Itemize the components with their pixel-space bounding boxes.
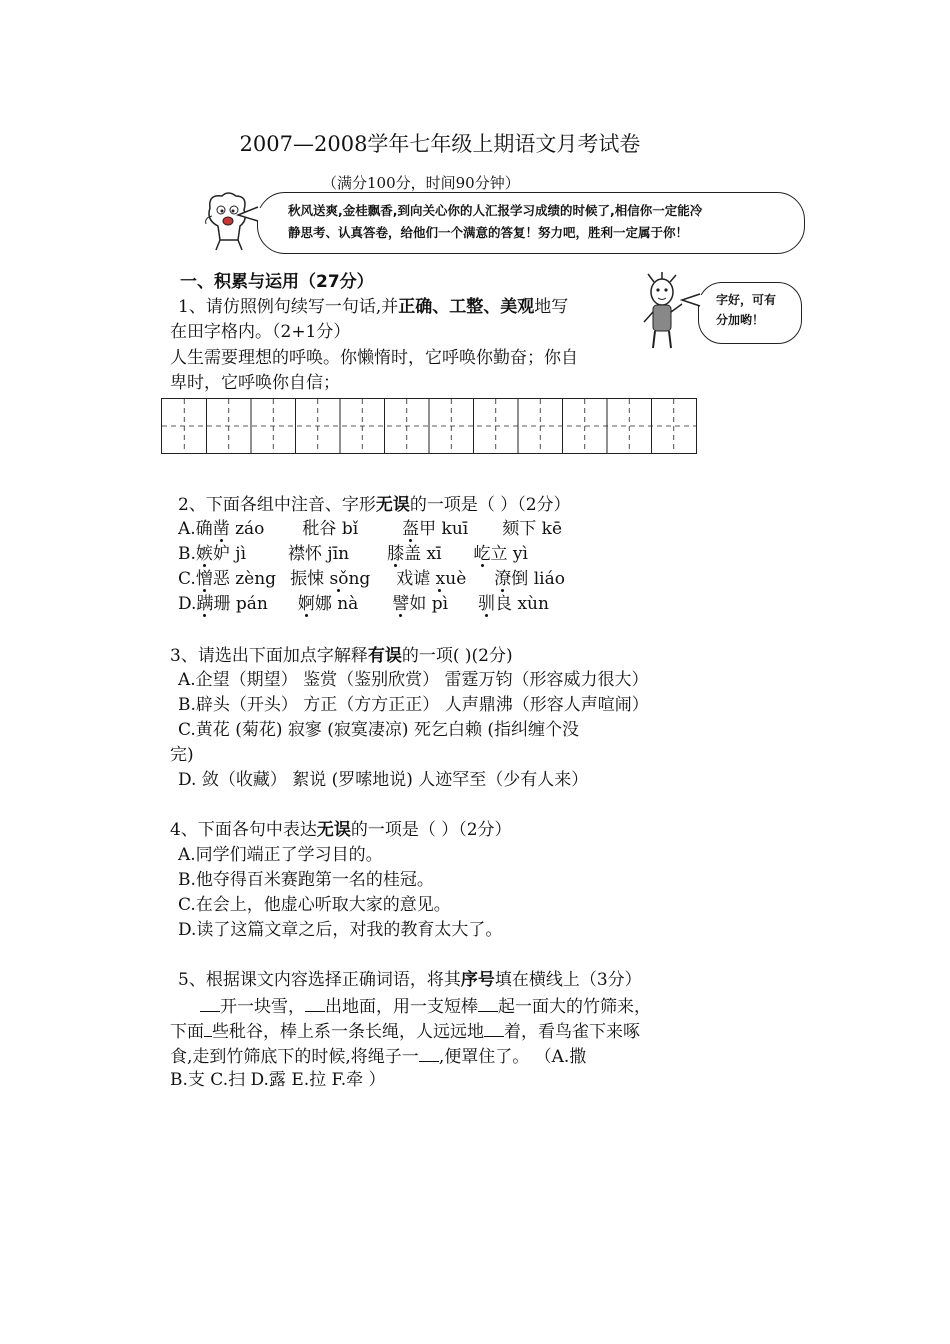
- q2c-part: C.: [178, 569, 196, 589]
- q2d-dotted: 驯: [478, 594, 496, 614]
- q2d-part: D.: [178, 594, 197, 614]
- q2a-dotted: 凿: [212, 519, 230, 539]
- q2b-dotted: 膝: [387, 544, 405, 564]
- q4-option-d: D.读了这篇文章之后，对我的教育太大了。: [178, 920, 503, 940]
- q4-option-c: C.在会上，他虚心听取大家的意见。: [178, 895, 451, 915]
- q5-passage-line2: [170, 1018, 640, 1045]
- q1-line4: 卑时，它呼唤你自信；: [170, 373, 340, 393]
- q5-blank-4[interactable]: [204, 1018, 212, 1037]
- side-bubble-line2: 分加哟！: [716, 313, 765, 327]
- q3-stem-text: 3、请选出下面加点字解释: [170, 646, 368, 666]
- q2-emphasis: 无误: [375, 495, 410, 515]
- q2c-part: 恶 zèng: [212, 569, 277, 589]
- q2-stem-text: 2、下面各组中注音、字形: [178, 495, 376, 515]
- q2c-part: 戏: [396, 569, 414, 589]
- q2-stem: [178, 493, 571, 518]
- q1-line2: 在田字格内。（2+1分）: [170, 322, 351, 342]
- q5-passage-line1: [200, 993, 651, 1020]
- q2-option-b: [178, 542, 528, 567]
- q1-emphasis: 正确、工整、美观: [398, 297, 535, 317]
- cartoon-boy-icon: [640, 272, 688, 352]
- section-heading: 一、积累与运用（27分）: [180, 272, 374, 292]
- q3-option-a: A.企望（期望） 鉴赏（鉴别欣赏） 雷霆万钧（形容威力很大）: [178, 670, 649, 690]
- q5-text: 出地面，用一支短棒: [325, 997, 478, 1017]
- side-bubble-tail-icon: [680, 292, 704, 310]
- q5-stem-end: 填在横线上（3分）: [494, 970, 642, 990]
- q2c-dotted: 谑 xuè: [413, 569, 467, 589]
- intro-text-line1: 秋风送爽,金桂飘香,到向关心你的人汇报学习成绩的时候了,相信你一定能冷: [288, 203, 703, 218]
- q2c-dotted: 憎: [195, 569, 213, 589]
- q5-text: 起一面大的竹筛来，: [498, 997, 651, 1017]
- q2-option-a: [178, 517, 562, 542]
- q5-emphasis: 序号: [460, 970, 495, 990]
- q2d-part: 良 xùn: [495, 594, 549, 614]
- q5-blank-5[interactable]: [484, 1018, 504, 1037]
- q2a-part: 颏下 kē: [502, 519, 563, 539]
- q3-option-c: C.黄花 (菊花) 寂寥 (寂寞凄凉) 死乞白赖 (指纠缠个没: [178, 720, 579, 740]
- q5-stem-text: 5、根据课文内容选择正确词语，将其: [178, 970, 461, 990]
- q2b-dotted: 屹: [473, 544, 491, 564]
- writing-grid[interactable]: [161, 398, 697, 454]
- bubble-tail-icon: [236, 205, 262, 225]
- q5-text: 食,走到竹筛底下的时候,将绳子一: [170, 1047, 419, 1067]
- q1-text: 1、请仿照例句续写一句话,并: [178, 297, 399, 317]
- q5-blank-6[interactable]: [419, 1043, 439, 1062]
- q4-stem: [170, 818, 512, 843]
- q5-text: 些秕谷，棒上系一条长绳，人远远地: [212, 1022, 484, 1042]
- q2d-dotted: 婀: [297, 594, 315, 614]
- q5-blank-3[interactable]: [478, 993, 498, 1012]
- q2-option-c: [178, 567, 565, 592]
- q2-stem-end: 的一项是（ ）（2分）: [409, 495, 571, 515]
- q4-stem-text: 4、下面各句中表达: [170, 820, 317, 840]
- q2b-part: B.: [178, 544, 196, 564]
- q2b-part: 襟怀 jīn: [288, 544, 350, 564]
- q4-option-b: B.他夺得百米赛跑第一名的桂冠。: [178, 870, 434, 890]
- q2c-dotted: 悚 sǒng: [307, 569, 371, 589]
- q1-text-end: 地写: [534, 297, 569, 317]
- q4-stem-end: 的一项是（ ）（2分）: [350, 820, 512, 840]
- q5-passage-line3: [170, 1043, 586, 1070]
- page-subtitle: （满分100分，时间90分钟）: [322, 174, 520, 192]
- q5-text: ,便罩住了。 （A.撒: [438, 1047, 587, 1067]
- q3-option-c-cont: 完): [170, 745, 194, 765]
- q5-blank-2[interactable]: [305, 993, 325, 1012]
- q2c-part: 振: [290, 569, 308, 589]
- q2d-part: 娜 nà: [314, 594, 359, 614]
- q2b-part: 盖 xī: [404, 544, 442, 564]
- q2c-part: 倒 liáo: [511, 569, 565, 589]
- q5-blank-1[interactable]: [200, 993, 220, 1012]
- q1-line3: 人生需要理想的呼唤。你懒惰时，它呼唤你勤奋；你自: [170, 348, 578, 368]
- q2d-dotted: 譬: [392, 594, 410, 614]
- q2a-dotted: 盔: [402, 519, 420, 539]
- q2b-part: 妒 jì: [212, 544, 247, 564]
- side-bubble-line1: 字好，可有: [716, 293, 777, 307]
- q2a-part: A.确: [178, 519, 213, 539]
- q2-option-d: [178, 592, 549, 617]
- q2d-part: 珊 pán: [213, 594, 268, 614]
- q4-option-a: A.同学们端正了学习目的。: [178, 845, 383, 865]
- q2c-dotted: 潦: [494, 569, 512, 589]
- q2a-part: 秕谷 bǐ: [302, 519, 359, 539]
- q3-stem: [170, 644, 513, 669]
- q3-option-d: D. 敛（收藏） 絮说 (罗嗦地说) 人迹罕至（少有人来）: [178, 770, 589, 790]
- q3-stem-end: 的一项( )(2分): [401, 646, 513, 666]
- q2d-part: 如 pì: [409, 594, 449, 614]
- q5-text: 着，看鸟雀下来啄: [504, 1022, 640, 1042]
- q3-emphasis: 有误: [367, 646, 402, 666]
- intro-text-line2: 静思考、认真答卷，给他们一个满意的答复！努力吧，胜利一定属于你！: [288, 225, 689, 240]
- q2b-part: 立 yì: [490, 544, 528, 564]
- q5-stem: [178, 968, 642, 993]
- q2a-part: záo: [229, 519, 265, 539]
- q2b-dotted: 嫉: [195, 544, 213, 564]
- q5-options: B.支 C.扫 D.露 E.拉 F.牵 ）: [170, 1070, 386, 1090]
- q5-text: 开一块雪，: [220, 997, 305, 1017]
- q3-option-b: B.辟头（开头） 方正（方方正正） 人声鼎沸（形容人声喧闹）: [178, 695, 649, 715]
- q2a-part: 甲 kuī: [419, 519, 469, 539]
- q1-line1: [178, 295, 568, 320]
- page-title: 2007—2008学年七年级上期语文月考试卷: [239, 132, 641, 156]
- q5-text: 下面: [170, 1022, 204, 1042]
- q2d-dotted: 蹒: [196, 594, 214, 614]
- grid-lines: [162, 399, 696, 453]
- q4-emphasis: 无误: [316, 820, 351, 840]
